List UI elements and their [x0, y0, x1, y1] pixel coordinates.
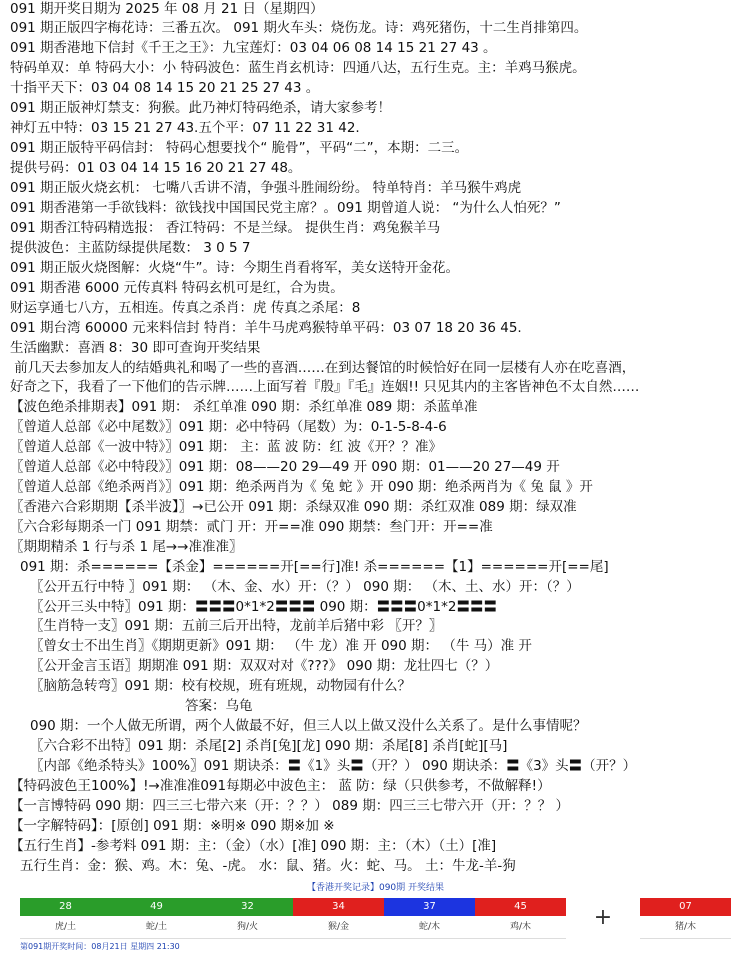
text-line: 【一言博特码 090 期：四三三七带六来（开：？？） 089 期：四三三七带六开（开：？？ ）: [10, 798, 569, 814]
text-line: 特码单双：单 特码大小：小 特码波色：蓝生肖玄机诗：四通八达，五行生克。主：羊鸡马猴虎。: [10, 60, 586, 76]
ball-zodiac: 狗/火: [202, 916, 293, 939]
text-line: 生活幽默：喜酒 8：30 即可查询开奖结果: [10, 340, 261, 356]
text-line: 【五行生肖】-参考料 091 期：主：（金）（水）[准] 090 期：主：（木）（土）[准]: [10, 838, 497, 854]
plus-icon: +: [593, 905, 613, 930]
ball-number: 32: [202, 898, 293, 916]
text-line: 091 期正版四字梅花诗：三番五次。 091 期火车头：烧伤龙。诗：鸡死猪伤，十二生肖排第四。: [10, 20, 588, 36]
text-line: 〖六合彩不出特〗091 期：杀尾[2] 杀肖[兔][龙] 090 期：杀尾[8] 杀肖[蛇][马]: [30, 738, 508, 754]
answer-line: 答案：乌龟: [185, 698, 253, 714]
text-line: 〖脑筋急转弯〗091 期：校有校规，班有班规，动物园有什么？: [30, 678, 412, 694]
text-line: 〖六合彩每期杀一门 091 期禁：贰门 开：开==准 090 期禁：叁门开：开==准: [10, 519, 493, 535]
text-line: 〖公开三头中特〗091 期：〓〓〓0*1*2〓〓〓 090 期：〓〓〓0*1*2〓〓〓: [30, 599, 497, 615]
text-line: 〖公开五行中特 〗091 期： （木、金、水）开：（？） 090 期： （木、土、水）开：（？）: [30, 579, 580, 595]
text-line: 前几天去参加友人的结婚典礼和喝了一些的喜酒……在到达餐馆的时候恰好在同一层楼有人亦在吃喜酒，: [10, 360, 636, 376]
text-line: 【特码波色王100%】!→准准准091每期必中波色主： 蓝 防：绿（只供参考，不做解释!）: [10, 778, 551, 794]
text-line: 〖曾道人总部《必中特段》〗091 期：08——20 29—49 开 090 期：01——20 27—49 开: [10, 459, 560, 475]
ball-number: 37: [384, 898, 475, 916]
text-line: 神灯五中特：03 15 21 27 43.五个平：07 11 22 31 42.: [10, 120, 360, 136]
text-line: 〖内部《绝杀特头》100%〗091 期诀杀：〓《1》头〓（开？） 090 期诀杀：〓《3》头〓（开？）: [30, 758, 637, 774]
text-line: 090 期：一个人做无所谓，两个人做最不好，但三人以上做又没什么关系了。是什么事情呢？: [30, 718, 587, 734]
ball-1: [20, 898, 111, 938]
text-line: 091 期香江特码精选报： 香江特码：不是兰绿。 提供生肖：鸡兔猴羊马: [10, 220, 441, 236]
ball-zodiac: 蛇/土: [111, 916, 202, 939]
ball-number: 07: [640, 898, 731, 916]
text-line: 091 期正版火烧图解：火烧“牛”。诗：今期生肖看将军，美女送特开金花。: [10, 260, 460, 276]
text-line: 〖公开金言玉语〗期期准 091 期：双双对对《???》 090 期：龙壮四七（？）: [30, 658, 499, 674]
text-line: 091 期正版火烧玄机： 七嘴八舌讲不清，争强斗胜闹纷纷。 特单特肖：羊马猴牛鸡虎: [10, 180, 522, 196]
ball-6: [475, 898, 566, 938]
text-line: 财运享通七八方，五相连。传真之杀肖：虎 传真之杀尾：8: [10, 300, 361, 316]
ball-3: [202, 898, 293, 938]
ball-zodiac: 虎/土: [20, 916, 111, 939]
text-line: 091 期香港地下信封《千王之王》：九宝莲灯：03 04 06 08 14 15 21 27 43 。: [10, 40, 497, 56]
text-line: 091 期正版神灯禁支：狗猴。此乃神灯特码绝杀，请大家参考！: [10, 100, 392, 116]
ball-number: 34: [293, 898, 384, 916]
ball-4: [293, 898, 384, 938]
ball-zodiac: 猪/木: [640, 916, 731, 939]
ball-number: 28: [20, 898, 111, 916]
text-line: 〖香港六合彩期期【杀半波】〗→已公开 091 期：杀绿双准 090 期：杀红双准 089 期：绿双准: [10, 499, 577, 515]
draw-time-footer: [20, 941, 180, 952]
text-line: 091 期香港第一手欲钱料：欲钱找中国国民党主席？。091 期曾道人说： “为什么人怕死？”: [10, 200, 561, 216]
text-line: 【波色绝杀排期表】091 期： 杀红单准 090 期：杀红单准 089 期：杀蓝单准: [10, 399, 478, 415]
text-line: 091 期开奖日期为 2025 年 08 月 21 日（星期四）: [10, 1, 324, 17]
footer-text: 第091期开奖时间：08月21日 星期四 21:30: [20, 942, 180, 951]
text-line: 〖期期精杀 1 行与杀 1 尾→→准准准〗: [10, 539, 243, 555]
ball-zodiac: 鸡/木: [475, 916, 566, 939]
text-line: 好奇之下，我看了一下他们的告示牌……上面写着『殷』『毛』连姻!! 只见其内的主客皆神色不太自然……: [10, 379, 640, 395]
text-line: 〖生肖特一支〗091 期：五前三后开出特，龙前羊后猪中彩 〖开？〗: [30, 618, 443, 634]
draw-results-row: [20, 898, 731, 938]
ball-zodiac: 猴/金: [293, 916, 384, 939]
text-line: 〖曾道人总部《一波中特》〗091 期： 主：蓝 波 防：红 波《开？？准》: [10, 439, 442, 455]
results-banner: 【香港开奖记录】090期 开奖结果: [306, 883, 445, 893]
text-line: 〖曾道人总部《绝杀两肖》〗091 期：绝杀两肖为《 兔 蛇 》开 090 期：绝杀两肖为《 兔 鼠 》开: [10, 479, 593, 495]
text-line: 〖曾道人总部《必中尾数》〗091 期：必中特码（尾数）为：0-1-5-8-4-6: [10, 419, 447, 435]
text-line: 〖曾女士不出生肖〗《期期更新》091 期： （牛 龙）准 开 090 期： （牛 马）准 开: [30, 638, 532, 654]
text-line: 091 期：杀======【杀金】======开[==行]准! 杀======【1】======开[==尾]: [20, 559, 609, 575]
text-line: 091 期正版特平码信封： 特码心想要找个“ 脆骨”，平码“二”，本期：二三。: [10, 140, 469, 156]
ball-number: 45: [475, 898, 566, 916]
text-line: 五行生肖：金：猴、鸡。木：兔、-虎。 水：鼠、猪。火：蛇、马。 土：牛龙-羊-狗: [20, 858, 516, 874]
text-line: 【一字解特码】：[原创] 091 期：※明※ 090 期※加 ※: [10, 818, 335, 834]
ball-zodiac: 蛇/木: [384, 916, 475, 939]
text-line: 091 期台湾 60000 元来料信封 特肖：羊牛马虎鸡猴特单平码：03 07 18 20 36 45.: [10, 320, 522, 336]
special-ball: [640, 898, 731, 938]
ball-5: [384, 898, 475, 938]
text-line: 091 期香港 6000 元传真料 特码玄机可是红，合为贵。: [10, 280, 344, 296]
text-line: 十指平天下：03 04 08 14 15 20 21 25 27 43 。: [10, 80, 320, 96]
ball-2: [111, 898, 202, 938]
text-line: 提供号码：01 03 04 14 15 16 20 21 27 48。: [10, 160, 302, 176]
ball-number: 49: [111, 898, 202, 916]
text-line: 提供波色：主蓝防绿提供尾数： 3 0 5 7: [10, 240, 251, 256]
